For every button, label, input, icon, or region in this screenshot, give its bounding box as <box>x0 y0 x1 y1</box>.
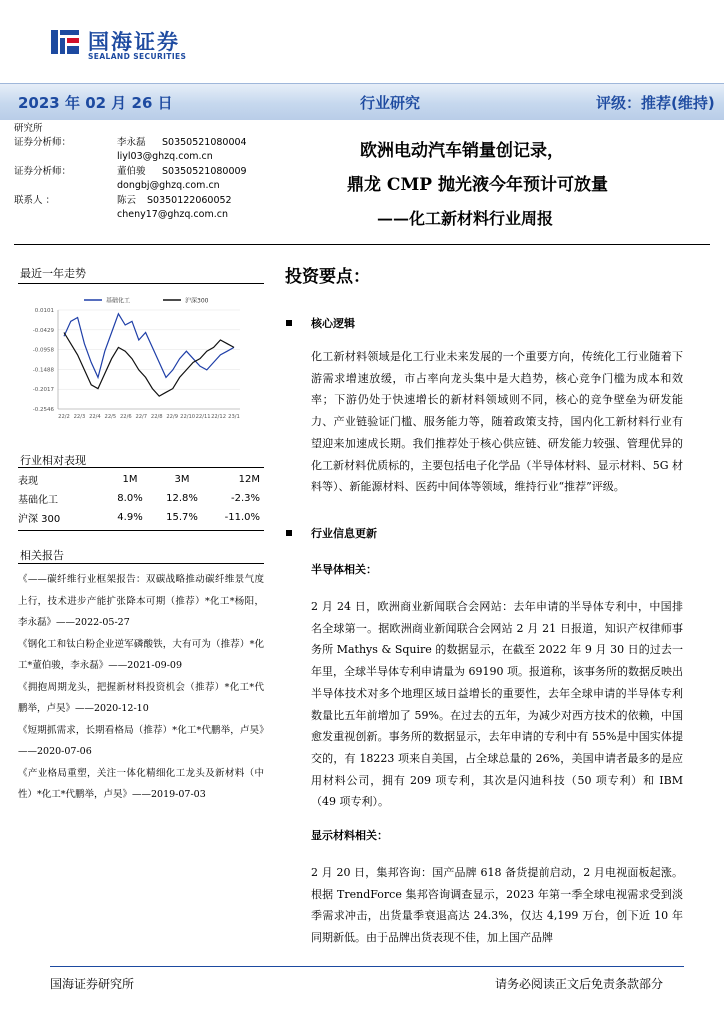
footer-disclaimer-note: 请务必阅读正文后免责条款部分 <box>495 977 664 991</box>
related-reports-list <box>18 569 264 806</box>
analyst-role: 证券分析师： <box>14 166 72 177</box>
series-line-basic-chemicals <box>64 314 234 378</box>
analyst-email[interactable]: dongbj@ghzq.com.cn <box>117 180 220 191</box>
related-heading: 相关报告 <box>20 549 64 562</box>
table-cell: 15.7% <box>166 512 198 523</box>
table-cell: -11.0% <box>224 512 260 523</box>
analyst-email[interactable]: liyl03@ghzq.com.cn <box>117 151 213 162</box>
contact-cert: S0350122060052 <box>147 195 232 206</box>
performance-rule-bottom <box>18 530 264 531</box>
semiconductor-paragraph: 2 月 24 日，欧洲商业新闻联合会网站：去年申请的半导体专利中，中国排名全球第一。据欧洲商业新闻联合会网站 2 月 21 日报道，知识产权律师事务所 Mathys & Squire 的数据显示，在截至 2022 年 9 月 30 日的过去一年里，全球半导体专利申请量为 69190 项。报道称，该事务所的数据反映出半导体技术对多个地理区域日益增长的重要性，去年全球申请的半导体专利数量比五年前增加了 59%。在过去的五年，为减少对西方技术的依赖，中国愈发重视创新。事务所的数据显示，去年申请的专利中有 55%是中国实体提交的，有 18223 项来自美国，占全球总量的 26%，美国申请者最多的是应用材料公司，拥有 209 项专利，其次是闪迪科技（50 项专利）和 IBM（49 项专利）。 <box>311 600 683 809</box>
core-logic-paragraph: 化工新材料领域是化工行业未来发展的一个重要方向，传统化工行业随着下游需求增速放缓，市占率向龙头集中是大趋势，核心竞争门槛为成本和效率；下游仍处于快速增长的新材料领域则不同，核心的竞争壁垒为研发能力、产业链验证门槛、服务能力等，随着政策支持，国内化工新材料行业有望迎来加速成长期。我们推荐处于核心供应链、研发能力较强、管理优异的化工新材料优质标的，主要包括电子化学品（半导体材料、显示材料、5G 材料等）、新能源材料、医药中间体等领域，维持行业“推荐”评级。 <box>311 350 683 494</box>
x-tick-label: 22/4 <box>89 414 101 420</box>
x-tick-label: 22/8 <box>150 414 163 420</box>
table-header-cell: 表现 <box>18 476 38 487</box>
legend-label-basic-chemicals: 基础化工 <box>106 297 131 305</box>
report-title-line1: 欧洲电动汽车销量创记录， <box>360 141 564 161</box>
related-report-item[interactable]: 《——碳纤维行业框架报告：双碳战略推动碳纤维景气度上行，技术进步产能扩张降本可期（推荐）*化工*杨阳，李永磊》——2022-05-27 <box>18 574 264 628</box>
bullet-square-icon <box>286 530 292 536</box>
contact-role: 联系人 ： <box>14 195 56 206</box>
investment-highlights-heading: 投资要点： <box>285 267 370 287</box>
display-paragraph: 2 月 20 日，集邦咨询：国产品牌 618 备货提前启动，2 月电视面板起涨。根据 TrendForce 集邦咨询调查显示，2023 年第一季全球电视需求受到淡季需求冲击，出货量季衰退高达 24.3%，仅达 4,199 万台，创下近 10 年同期新低。由于品牌出货表现不佳，加上国产品牌 <box>311 866 683 945</box>
header-divider <box>14 244 710 245</box>
x-tick-label: 22/12 <box>211 414 227 420</box>
table-row <box>18 508 264 527</box>
table-header-row <box>18 470 264 489</box>
related-report-item[interactable]: 《钢化工和钛白粉企业逆军磷酸铁，大有可为（推荐）*化工*董伯骏，李永磊》——2021-09-09 <box>18 638 264 671</box>
trend-heading: 最近一年走势 <box>20 267 86 280</box>
related-rule <box>18 563 264 564</box>
y-tick-label: -0.1488 <box>32 367 54 374</box>
sealand-logo-icon <box>50 27 80 57</box>
table-cell: 12.8% <box>166 493 198 504</box>
footer-institute: 国海证券研究所 <box>50 977 135 991</box>
report-type: 行业研究 <box>360 94 421 112</box>
table-cell: 沪深 300 <box>18 514 61 525</box>
x-tick-label: 23/1 <box>228 414 240 420</box>
report-subtitle: ——化工新材料行业周报 <box>377 209 554 228</box>
analyst-cert: S0350521080009 <box>162 166 247 177</box>
related-report-item[interactable]: 《产业格局重塑，关注一体化精细化工龙头及新材料（中性）*化工*代鹏举，卢昊》——2019-07-03 <box>18 767 264 800</box>
table-cell: 基础化工 <box>18 495 58 506</box>
x-tick-label: 22/11 <box>195 414 211 420</box>
institute-label: 研究所 <box>14 123 43 134</box>
report-rating: 评级：推荐(维持) <box>596 94 715 112</box>
report-date: 2023 年 02 月 26 日 <box>18 94 173 112</box>
performance-table <box>18 470 264 527</box>
x-tick-label: 22/10 <box>180 414 196 420</box>
x-tick-label: 22/6 <box>119 414 132 420</box>
x-tick-label: 22/2 <box>58 414 70 420</box>
table-cell: 4.9% <box>117 512 143 523</box>
trend-heading-rule <box>18 283 264 284</box>
analyst-name: 李永磊 <box>117 137 146 148</box>
trend-chart <box>18 288 248 428</box>
logo-text-en: SEALAND SECURITIES <box>88 52 187 61</box>
y-tick-label: -0.2546 <box>32 407 54 413</box>
table-cell: -2.3% <box>230 493 260 504</box>
table-header-cell: 3M <box>174 474 190 485</box>
y-tick-label: -0.0958 <box>32 347 54 354</box>
report-title-line2: 鼎龙 CMP 抛光液今年预计可放量 <box>347 175 608 195</box>
y-tick-label: -0.2017 <box>32 387 54 394</box>
footer-rule <box>50 966 684 967</box>
table-header-cell: 1M <box>122 474 138 485</box>
performance-rule-top <box>18 467 264 468</box>
legend-label-hs300: 沪深300 <box>185 297 209 305</box>
related-report-item[interactable]: 《拥抱周期龙头，把握新材料投资机会（推荐）*化工*代鹏举，卢昊》——2020-12-10 <box>18 681 264 714</box>
analyst-role: 证券分析师： <box>14 137 72 148</box>
y-tick-label: 0.0101 <box>34 308 54 314</box>
table-row <box>18 489 264 508</box>
section-label-core-logic: 核心逻辑 <box>311 317 355 330</box>
analyst-cert: S0350521080004 <box>162 137 247 148</box>
table-header-cell: 12M <box>238 474 260 485</box>
performance-heading: 行业相对表现 <box>20 454 86 467</box>
analyst-name: 董伯骏 <box>117 166 146 177</box>
table-cell: 8.0% <box>117 493 143 504</box>
subsection-title-display: 显示材料相关： <box>311 829 388 842</box>
x-tick-label: 22/9 <box>166 414 179 420</box>
contact-email[interactable]: cheny17@ghzq.com.cn <box>117 209 228 220</box>
logo-text-cn: 国海证券 <box>88 30 180 54</box>
series-line-hs300 <box>64 333 234 397</box>
subsection-title-semiconductor: 半导体相关： <box>311 563 377 576</box>
related-report-item[interactable]: 《短期抓需求，长期看格局（推荐）*化工*代鹏举，卢昊》——2020-07-06 <box>18 724 264 757</box>
y-tick-label: -0.0429 <box>32 327 54 334</box>
contact-name: 陈云 <box>117 195 137 206</box>
bullet-square-icon <box>286 320 292 326</box>
x-tick-label: 22/7 <box>135 414 148 420</box>
x-tick-label: 22/3 <box>73 414 86 420</box>
section-label-industry-update: 行业信息更新 <box>311 527 377 540</box>
x-tick-label: 22/5 <box>104 414 117 420</box>
